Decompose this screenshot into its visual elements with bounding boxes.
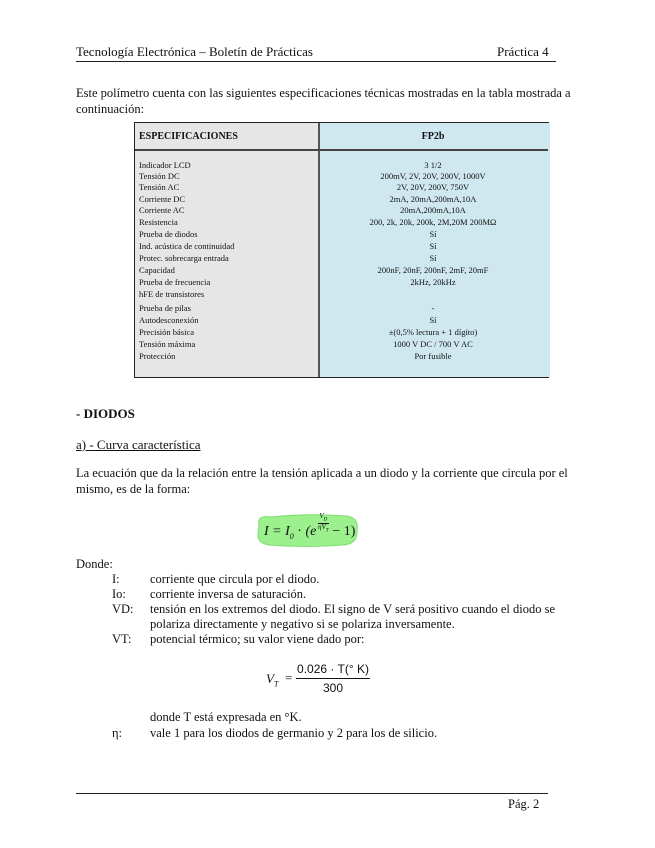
spec-label: Tensión AC xyxy=(139,182,180,192)
def-text: corriente inversa de saturación. xyxy=(150,587,307,601)
spec-header-model: FP2b xyxy=(421,131,445,142)
page-number: Pág. 2 xyxy=(508,797,540,811)
saturation-current: I xyxy=(285,524,290,539)
spec-table xyxy=(134,122,549,378)
spec-row xyxy=(135,182,548,193)
vt-subscript: T xyxy=(273,679,279,689)
spec-label: Indicador LCD xyxy=(139,160,191,170)
thermal-voltage-formula xyxy=(266,662,376,698)
exp-denominator: ηV xyxy=(318,523,326,532)
header-practice: Práctica 4 xyxy=(497,44,549,59)
vt-denominator: 300 xyxy=(322,681,344,695)
exp-denominator-sub: T xyxy=(325,528,329,534)
spec-row xyxy=(135,194,548,205)
vt-equals: = xyxy=(285,670,293,685)
spec-row xyxy=(135,205,548,216)
footer-rule xyxy=(76,793,548,794)
spec-value: 20mA,200mA,10A xyxy=(400,205,466,215)
subsection-title: a) - Curva característica xyxy=(76,437,201,452)
spec-label: Resistencia xyxy=(139,217,178,227)
spec-label: Prueba de frecuencia xyxy=(139,277,211,287)
donde-label: Donde: xyxy=(76,557,113,571)
spec-label: Precisión básica xyxy=(139,327,194,337)
spec-value: 200nF, 20nF, 200nF, 2mF, 20mF xyxy=(377,265,489,275)
saturation-subscript: 0 xyxy=(289,531,294,541)
spec-row xyxy=(135,160,548,171)
spec-row xyxy=(135,315,548,326)
spec-value: Sí xyxy=(429,241,437,251)
current-symbol: I xyxy=(264,524,269,539)
exponent xyxy=(318,513,329,535)
spec-row xyxy=(135,277,548,288)
equation-intro: La ecuación que da la relación entre la tensión aplicada a un diodo y la corriente que circula por el mismo, es de la forma: xyxy=(76,466,568,496)
spec-value: 200mV, 2V, 20V, 200V, 1000V xyxy=(380,171,486,181)
spec-label: Protec. sobrecarga entrada xyxy=(139,253,229,263)
spec-label: Corriente AC xyxy=(139,205,185,215)
header-rule xyxy=(76,61,556,62)
vt-numerator: 0.026 · T(° K) xyxy=(297,662,369,676)
spec-value: Sí xyxy=(429,315,437,325)
spec-value: ±(0,5% lectura + 1 dígito) xyxy=(388,327,478,337)
intro-paragraph: Este polímetro cuenta con las siguientes especificaciones técnicas mostradas en la tabla mostrada a continuación: xyxy=(76,86,571,116)
formula2-note: donde T está expresada en °K. xyxy=(150,710,302,724)
spec-value: - xyxy=(431,303,435,313)
fraction-bar xyxy=(296,678,370,679)
spec-label: Tensión máxima xyxy=(139,339,196,349)
spec-value: Por fusible xyxy=(414,351,452,361)
equals-sign: = xyxy=(272,524,282,539)
header-title: Tecnología Electrónica – Boletín de Prácticas xyxy=(76,44,313,59)
spec-header-label: ESPECIFICACIONES xyxy=(139,131,238,142)
spec-row xyxy=(135,351,548,362)
spec-row xyxy=(135,253,548,264)
spec-label: Corriente DC xyxy=(139,194,186,204)
def-symbol: I: xyxy=(112,572,120,586)
spec-row xyxy=(135,339,548,350)
spec-row xyxy=(135,241,548,252)
spec-header-rule xyxy=(135,149,548,151)
exp-open: (e xyxy=(305,524,317,539)
def-text: potencial térmico; su valor viene dado por: xyxy=(150,632,365,646)
spec-row xyxy=(135,289,548,300)
def-symbol: VD: xyxy=(112,602,134,616)
exp-numerator: V xyxy=(319,512,324,520)
spec-value: Sí xyxy=(429,229,437,239)
spec-value: 3 1/2 xyxy=(424,160,442,170)
spec-value: 2V, 20V, 200V, 750V xyxy=(396,182,470,192)
def-text: vale 1 para los diodos de germanio y 2 para los de silicio. xyxy=(150,726,438,740)
spec-label: hFE de transistores xyxy=(139,289,205,299)
spec-label: Tensión DC xyxy=(139,171,180,181)
spec-label: Prueba de pilas xyxy=(139,303,191,313)
equation-body xyxy=(264,524,355,541)
spec-value: 1000 V DC / 700 V AC xyxy=(393,339,473,349)
spec-label: Ind. acústica de continuidad xyxy=(139,241,235,251)
spec-row xyxy=(135,229,548,240)
spec-value: Sí xyxy=(429,253,437,263)
spec-row xyxy=(135,171,548,182)
spec-row xyxy=(135,265,548,276)
spec-row xyxy=(135,327,548,338)
spec-label: Autodesconexión xyxy=(139,315,199,325)
spec-label: Prueba de diodos xyxy=(139,229,198,239)
vt-symbol: V xyxy=(266,671,274,686)
dot-operator: · xyxy=(297,524,302,539)
spec-label: Protección xyxy=(139,351,176,361)
spec-value: 200, 2k, 20k, 200k, 2M,20M 200MΩ xyxy=(369,217,497,227)
diode-equation xyxy=(255,512,360,548)
def-symbol: η: xyxy=(112,726,123,740)
def-text: tensión en los extremos del diodo. El signo de V será positivo cuando el diodo se polariza directamente y negativo si se polariza inversamente. xyxy=(150,602,556,631)
section-title: - DIODOS xyxy=(76,406,135,421)
spec-row xyxy=(135,217,548,228)
spec-row xyxy=(135,303,548,314)
def-symbol: VT: xyxy=(112,632,132,646)
exp-close: − 1) xyxy=(332,524,356,539)
spec-label: Capacidad xyxy=(139,265,175,275)
spec-value: 2mA, 20mA,200mA,10A xyxy=(389,194,477,204)
spec-value: 2kHz, 20kHz xyxy=(410,277,456,287)
def-text: corriente que circula por el diodo. xyxy=(150,572,320,586)
def-symbol: Io: xyxy=(112,587,126,601)
exp-numerator-sub: D xyxy=(323,517,328,523)
